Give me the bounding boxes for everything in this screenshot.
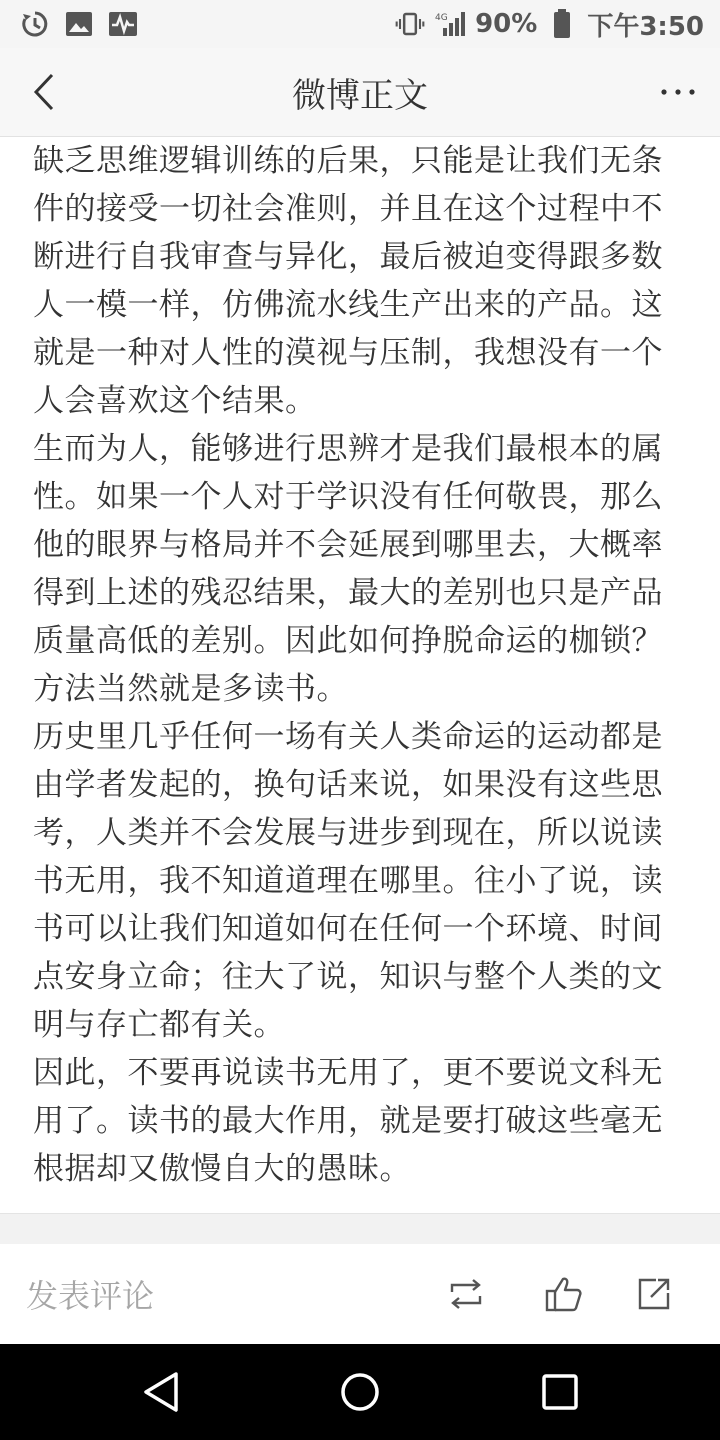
section-divider — [0, 1213, 720, 1245]
image-icon — [64, 9, 94, 39]
battery-percent: 90% — [475, 9, 538, 39]
paragraph: 缺乏思维逻辑训练的后果，只能是让我们无条件的接受一切社会准则，并且在这个过程中不断进行自我审查与异化，最后被迫变得跟多数人一模一样，仿佛流水线生产出来的产品。这就是一种对人性的漠视与压制，我想没有一个人会喜欢这个结果。 — [33, 143, 663, 419]
back-button[interactable] — [24, 70, 64, 114]
repost-button[interactable] — [444, 1272, 488, 1316]
like-icon — [544, 1274, 584, 1314]
activity-icon — [108, 9, 138, 39]
like-button[interactable] — [542, 1272, 586, 1316]
comment-input[interactable]: 发表评论 — [26, 1277, 155, 1315]
more-options-button[interactable] — [656, 70, 700, 114]
vibrate-icon — [395, 9, 425, 39]
paragraph: 生而为人，能够进行思辨才是我们最根本的属性。如果一个人对于学识没有任何敬畏，那么他的眼界与格局并不会延展到哪里去，大概率得到上述的残忍结果，最大的差别也只是产品质量高低的差别。因此如何挣脱命运的枷锁？方法当然就是多读书。 — [33, 431, 663, 707]
status-bar — [0, 0, 720, 48]
clock: 下午3:50 — [587, 11, 704, 42]
paragraph: 因此，不要再说读书无用了，更不要说文科无用了。读书的最大作用，就是要打破这些毫无根据却又傲慢自大的愚昧。 — [33, 1055, 663, 1187]
signal-4g-icon — [435, 9, 465, 39]
home-circle-icon — [338, 1370, 382, 1414]
share-button[interactable] — [632, 1272, 676, 1316]
nav-back-button[interactable] — [136, 1368, 184, 1416]
sync-icon — [20, 9, 50, 39]
svg-text:4G: 4G — [435, 13, 448, 23]
status-right — [395, 6, 720, 43]
system-nav-bar — [0, 1344, 720, 1440]
more-dots-icon — [660, 87, 696, 97]
recents-square-icon — [540, 1372, 580, 1412]
nav-home-button[interactable] — [336, 1368, 384, 1416]
action-bar — [0, 1244, 720, 1344]
article-text — [33, 137, 681, 1193]
chevron-left-icon — [32, 72, 56, 112]
back-triangle-icon — [140, 1370, 180, 1414]
post-body[interactable] — [0, 137, 720, 1213]
repost-icon — [446, 1276, 486, 1312]
page-title: 微博正文 — [292, 75, 428, 116]
nav-recents-button[interactable] — [536, 1368, 584, 1416]
battery-icon — [547, 9, 577, 39]
paragraph: 历史里几乎任何一场有关人类命运的运动都是由学者发起的，换句话来说，如果没有这些思考，人类并不会发展与进步到现在，所以说读书无用，我不知道道理在哪里。往小了说，读书可以让我们知道如何在任何一个环境、时间点安身立命；往大了说，知识与整个人类的文明与存亡都有关。 — [33, 719, 663, 1043]
share-icon — [636, 1276, 672, 1312]
app-header — [0, 48, 720, 137]
status-left-icons — [0, 9, 138, 39]
